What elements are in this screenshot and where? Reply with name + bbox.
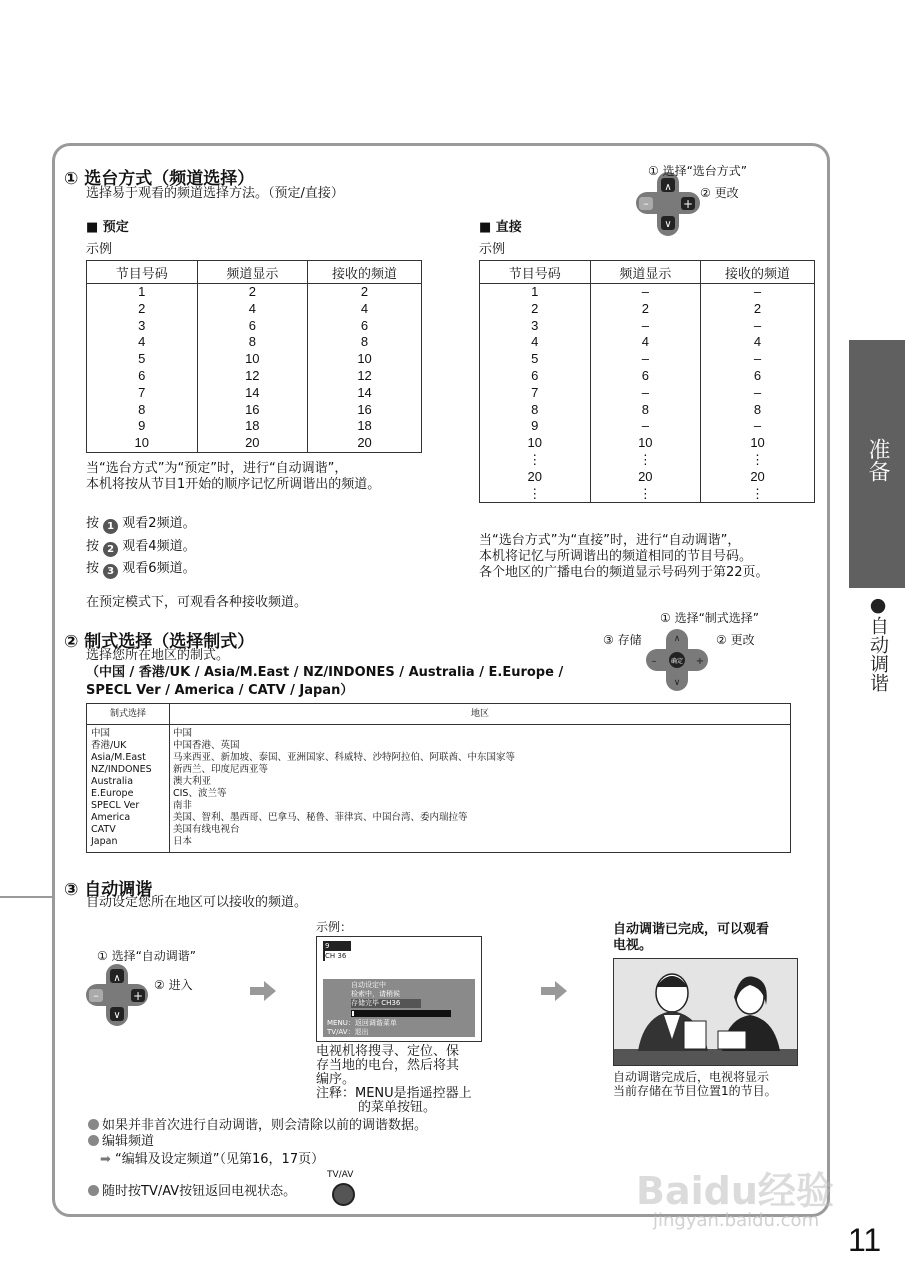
preset-note-1: 当“选台方式”为“预定”时，进行“自动调谐”， <box>86 461 348 476</box>
col-header: 接收的频道 <box>701 261 815 284</box>
table-row <box>87 301 422 318</box>
table-row <box>480 351 815 368</box>
button-2-icon: 2 <box>103 542 118 557</box>
chapter-tab <box>849 340 905 588</box>
tv-program-image <box>613 958 798 1066</box>
svg-text:∨: ∨ <box>664 219 672 230</box>
preset-heading: ■ 预定 <box>86 220 129 235</box>
svg-text:–: – <box>93 989 99 1002</box>
table-cell: – <box>701 385 815 402</box>
table-cell: 9 <box>480 418 591 435</box>
remote1-step2: ② 更改 <box>700 186 739 200</box>
direct-heading: ■ 直接 <box>479 220 522 235</box>
table-row <box>480 486 815 503</box>
tuning-dialog <box>323 979 475 1037</box>
preset-note-2: 本机将按从节目1开始的顺序记忆所调谐出的频道。 <box>86 477 381 492</box>
remote2-step2: ② 更改 <box>716 633 755 647</box>
table-cell: 6 <box>590 368 701 385</box>
remote2-step1: ① 选择“制式选择” <box>660 611 760 625</box>
col-header: 频道显示 <box>590 261 701 284</box>
table-row <box>480 469 815 486</box>
table-cell: 18 <box>308 418 422 435</box>
channel-label: CH 36 <box>325 951 351 961</box>
remote3-step1: ① 选择“自动调谐” <box>97 949 197 963</box>
table-row <box>480 452 815 469</box>
table-row <box>480 385 815 402</box>
svg-text:–: – <box>643 197 649 210</box>
table-cell: 4 <box>480 334 591 351</box>
system-name: 香港/UK <box>91 740 127 751</box>
table-cell: – <box>701 351 815 368</box>
table-cell: 10 <box>590 435 701 452</box>
table-cell: ⋮ <box>701 486 815 503</box>
system-region-table <box>86 703 791 853</box>
example-label: 示例： <box>316 920 353 934</box>
screen-note-1: 注释：MENU是指遥控器上 <box>316 1086 472 1101</box>
system-name: Australia <box>91 776 134 787</box>
watermark-brand: Baidu经验 <box>636 1169 834 1213</box>
table-cell: 12 <box>308 368 422 385</box>
svg-text:确定: 确定 <box>670 658 684 665</box>
table-row <box>480 301 815 318</box>
dpad-icon <box>630 625 720 695</box>
region-name: 澳大利亚 <box>173 776 212 787</box>
system-name: America <box>91 812 131 823</box>
channel-indicator <box>323 941 351 961</box>
region-name: 中国香港、英国 <box>173 740 240 751</box>
bullet-2-sub-text: “编辑及设定频道”（见第16，17页） <box>115 1152 325 1167</box>
svg-text:+: + <box>682 197 694 211</box>
table-cell: 1 <box>480 284 591 301</box>
system-name: NZ/INDONES <box>91 764 152 775</box>
table-row <box>480 284 815 301</box>
table-cell: 10 <box>701 435 815 452</box>
press-line-1 <box>86 516 196 534</box>
done-caption-2: 当前存储在节目位置1的节目。 <box>613 1084 777 1098</box>
table-cell: 2 <box>308 284 422 301</box>
svg-text:+: + <box>695 656 705 667</box>
done-caption-1: 自动调谐完成后，电视将显示 <box>613 1070 770 1084</box>
col-header: 节目号码 <box>480 261 591 284</box>
svg-text:∨: ∨ <box>673 678 681 688</box>
progress-bar <box>351 1010 451 1017</box>
table-cell: 2 <box>590 301 701 318</box>
bullet-2-text: 编辑频道 <box>102 1134 155 1149</box>
region-name: 中国 <box>173 728 193 739</box>
table-cell: ⋮ <box>480 486 591 503</box>
press-label: 按 <box>86 561 100 576</box>
direct-note-3: 各个地区的广播电台的频道显示号码列于第22页。 <box>479 565 769 580</box>
progress-fill <box>352 1011 354 1016</box>
table-cell: 6 <box>480 368 591 385</box>
svg-text:∧: ∧ <box>673 634 681 644</box>
arrow-right-icon <box>541 981 567 1001</box>
table-cell: 16 <box>308 402 422 419</box>
system-name: E.Europe <box>91 788 134 799</box>
table-cell: – <box>590 284 701 301</box>
table-cell: 10 <box>197 351 308 368</box>
press-line-3 <box>86 561 196 579</box>
system-name: Asia/M.East <box>91 752 146 763</box>
screen-caption-2: 存当地的电台，然后将其 <box>316 1058 460 1073</box>
table-row <box>87 435 422 452</box>
section2-options-1: （中国 / 香港/UK / Asia/M.East / NZ/INDONES / Australia / E.Europe / <box>86 665 564 680</box>
bullet-2 <box>88 1134 154 1150</box>
table-cell: 7 <box>480 385 591 402</box>
tvav-button-icon <box>332 1183 355 1206</box>
chapter-tab-label: 准备 <box>865 438 890 482</box>
table-cell: – <box>701 418 815 435</box>
newscasters-illustration <box>614 959 797 1065</box>
table-cell: 16 <box>197 402 308 419</box>
table-cell: 6 <box>308 318 422 335</box>
svg-text:–: – <box>651 656 657 667</box>
menu-key: MENU <box>327 1019 348 1027</box>
table-cell: 4 <box>87 334 198 351</box>
table-cell: 2 <box>701 301 815 318</box>
table-cell: 6 <box>197 318 308 335</box>
region-name: 日本 <box>173 836 193 847</box>
remote-dpad-3 <box>82 960 152 1030</box>
system-name: 中国 <box>91 728 111 739</box>
bullet-3 <box>88 1184 296 1200</box>
arrow-right-icon: ➡ <box>100 1152 111 1167</box>
table-cell: 18 <box>197 418 308 435</box>
table-cell: – <box>701 284 815 301</box>
table-cell: 4 <box>197 301 308 318</box>
table-cell: 8 <box>308 334 422 351</box>
section3-title: ③ 自动调谐 <box>64 880 153 900</box>
table-cell: – <box>701 318 815 335</box>
table-cell: 20 <box>308 435 422 452</box>
table-cell: 2 <box>87 301 198 318</box>
table-cell: 6 <box>87 368 198 385</box>
col-header: 接收的频道 <box>308 261 422 284</box>
table-cell: – <box>590 318 701 335</box>
section1-title: ① 选台方式（频道选择） <box>64 169 255 189</box>
section1-desc: 选择易于观看的频道选择方法。（预定/直接） <box>86 186 344 201</box>
table-row <box>87 418 422 435</box>
table-cell: 6 <box>701 368 815 385</box>
table-row <box>87 318 422 335</box>
col-header: 节目号码 <box>87 261 198 284</box>
table-row <box>87 368 422 385</box>
table-cell: 20 <box>480 469 591 486</box>
table-cell: 20 <box>701 469 815 486</box>
table-cell: 2 <box>480 301 591 318</box>
table-cell: 20 <box>197 435 308 452</box>
table-cell: ⋮ <box>701 452 815 469</box>
table-row <box>480 334 815 351</box>
table-row <box>480 435 815 452</box>
section2-title: ② 制式选择（选择制式） <box>64 632 255 652</box>
column-divider <box>169 704 170 852</box>
svg-text:∧: ∧ <box>113 973 121 984</box>
tvav-key: TV/AV <box>327 1028 348 1036</box>
bullet-icon <box>88 1119 99 1130</box>
col-header: 频道显示 <box>197 261 308 284</box>
table-cell: 5 <box>480 351 591 368</box>
system-name: SPECL Ver <box>91 800 140 811</box>
direct-note-1: 当“选台方式”为“直接”时，进行“自动调谐”， <box>479 533 741 548</box>
table-cell: 4 <box>308 301 422 318</box>
direct-channel-table <box>479 260 815 503</box>
remote1-step1: ① 选择“选台方式” <box>648 164 748 178</box>
table-row <box>87 334 422 351</box>
table-row <box>87 385 422 402</box>
table-cell: ⋮ <box>480 452 591 469</box>
table-cell: 5 <box>87 351 198 368</box>
table-cell: 8 <box>480 402 591 419</box>
press-text-3: 观看6频道。 <box>122 561 196 576</box>
table-cell: – <box>590 385 701 402</box>
press-label: 按 <box>86 539 100 554</box>
table-row <box>480 368 815 385</box>
bullet-icon <box>88 1185 99 1196</box>
dpad-icon <box>82 960 152 1030</box>
section2-options-2: SPECL Ver / America / CATV / Japan） <box>86 683 354 698</box>
table-cell: 12 <box>197 368 308 385</box>
bullet-1 <box>88 1118 427 1134</box>
region-name: 南非 <box>173 800 193 811</box>
tvav-hint-text: ：退出 <box>347 1028 369 1036</box>
table-cell: 14 <box>197 385 308 402</box>
section3-desc: 自动设定您所在地区可以接收的频道。 <box>86 895 308 910</box>
done-title-2: 电视。 <box>613 938 653 953</box>
auto-tuning-screen <box>316 936 482 1042</box>
press-line-2 <box>86 539 196 557</box>
table-cell: 4 <box>701 334 815 351</box>
menu-hint <box>323 1019 475 1028</box>
table-row <box>480 402 815 419</box>
table-row <box>87 351 422 368</box>
svg-text:∨: ∨ <box>113 1010 121 1021</box>
table-cell: 14 <box>308 385 422 402</box>
tvav-button-label: TV/AV <box>327 1170 354 1180</box>
bullet-3-text: 随时按TV/AV按钮返回电视状态。 <box>102 1184 297 1199</box>
status-line-3: 存储完毕 CH36 <box>351 999 421 1008</box>
table-cell: 8 <box>197 334 308 351</box>
direct-example: 示例 <box>479 242 506 257</box>
table-cell: ⋮ <box>590 452 701 469</box>
preset-channel-table <box>86 260 422 453</box>
press-text-2: 观看4频道。 <box>122 539 196 554</box>
tvav-hint <box>323 1028 475 1037</box>
page-number: 11 <box>848 1222 882 1258</box>
table-cell: 8 <box>87 402 198 419</box>
press-text-1: 观看2频道。 <box>122 516 196 531</box>
table-row <box>480 418 815 435</box>
preset-example: 示例 <box>86 242 113 257</box>
status-line-1: 自动设定中 <box>351 981 386 989</box>
table-cell: – <box>590 418 701 435</box>
region-name: 美国、智利、墨西哥、巴拿马、秘鲁、菲律宾、中国台湾、委内瑞拉等 <box>173 812 468 823</box>
table-cell: 10 <box>308 351 422 368</box>
screen-note-2: 的菜单按钮。 <box>358 1100 437 1115</box>
watermark-url: jingyan.baidu.com <box>653 1210 820 1231</box>
table-cell: 7 <box>87 385 198 402</box>
screen-caption-3: 编序。 <box>316 1072 356 1087</box>
table-cell: 8 <box>701 402 815 419</box>
table-cell: 8 <box>590 402 701 419</box>
table-cell: 3 <box>480 318 591 335</box>
press-label: 按 <box>86 516 100 531</box>
section2-desc: 选择您所在地区的制式。 <box>86 648 230 663</box>
left-rule <box>0 896 52 898</box>
region-name: 新西兰、印度尼西亚等 <box>173 764 269 775</box>
table-cell: – <box>590 351 701 368</box>
region-name: CIS、波兰等 <box>173 788 227 799</box>
remote3-step2: ② 进入 <box>154 978 193 992</box>
table-cell: 9 <box>87 418 198 435</box>
remote2-step3: ③ 存储 <box>603 633 642 647</box>
col-header: 地区 <box>170 704 790 725</box>
col-header: 制式选择 <box>87 704 170 725</box>
table-cell: 20 <box>590 469 701 486</box>
table-cell: 10 <box>87 435 198 452</box>
table-row <box>87 284 422 301</box>
remote-dpad-2 <box>630 625 720 695</box>
direct-note-2: 本机将记忆与所调谐出的频道相同的节目号码。 <box>479 549 753 564</box>
table-cell: 4 <box>590 334 701 351</box>
done-title-1: 自动调谐已完成，可以观看 <box>613 922 770 937</box>
bullet-1-text: 如果并非首次进行自动调谐，则会清除以前的调谐数据。 <box>102 1118 428 1133</box>
svg-text:+: + <box>132 989 144 1003</box>
svg-text:∧: ∧ <box>664 182 672 193</box>
table-cell: 1 <box>87 284 198 301</box>
section-side-label: ●自动调谐 <box>867 594 889 692</box>
system-name: Japan <box>91 836 118 847</box>
table-row <box>480 318 815 335</box>
screen-caption-1: 电视机将搜寻、定位、保 <box>316 1044 460 1059</box>
table-cell: 10 <box>480 435 591 452</box>
bullet-2-sub <box>100 1152 324 1168</box>
status-line-2: 检索中，请稍候 <box>351 990 400 998</box>
menu-hint-text: ：返回调谐菜单 <box>347 1019 397 1027</box>
arrow-right-icon <box>250 981 276 1001</box>
channel-number: 9 <box>325 942 330 950</box>
table-row <box>87 402 422 419</box>
system-name: CATV <box>91 824 116 835</box>
table-cell: 2 <box>197 284 308 301</box>
button-3-icon: 3 <box>103 564 118 579</box>
table-cell: 3 <box>87 318 198 335</box>
table-cell: ⋮ <box>590 486 701 503</box>
region-name: 马来西亚、新加坡、泰国、亚洲国家、科威特、沙特阿拉伯、阿联酋、中东国家等 <box>173 752 516 763</box>
region-name: 美国有线电视台 <box>173 824 240 835</box>
button-1-icon: 1 <box>103 519 118 534</box>
preset-footer: 在预定模式下，可观看各种接收频道。 <box>86 595 308 610</box>
bullet-icon <box>88 1135 99 1146</box>
